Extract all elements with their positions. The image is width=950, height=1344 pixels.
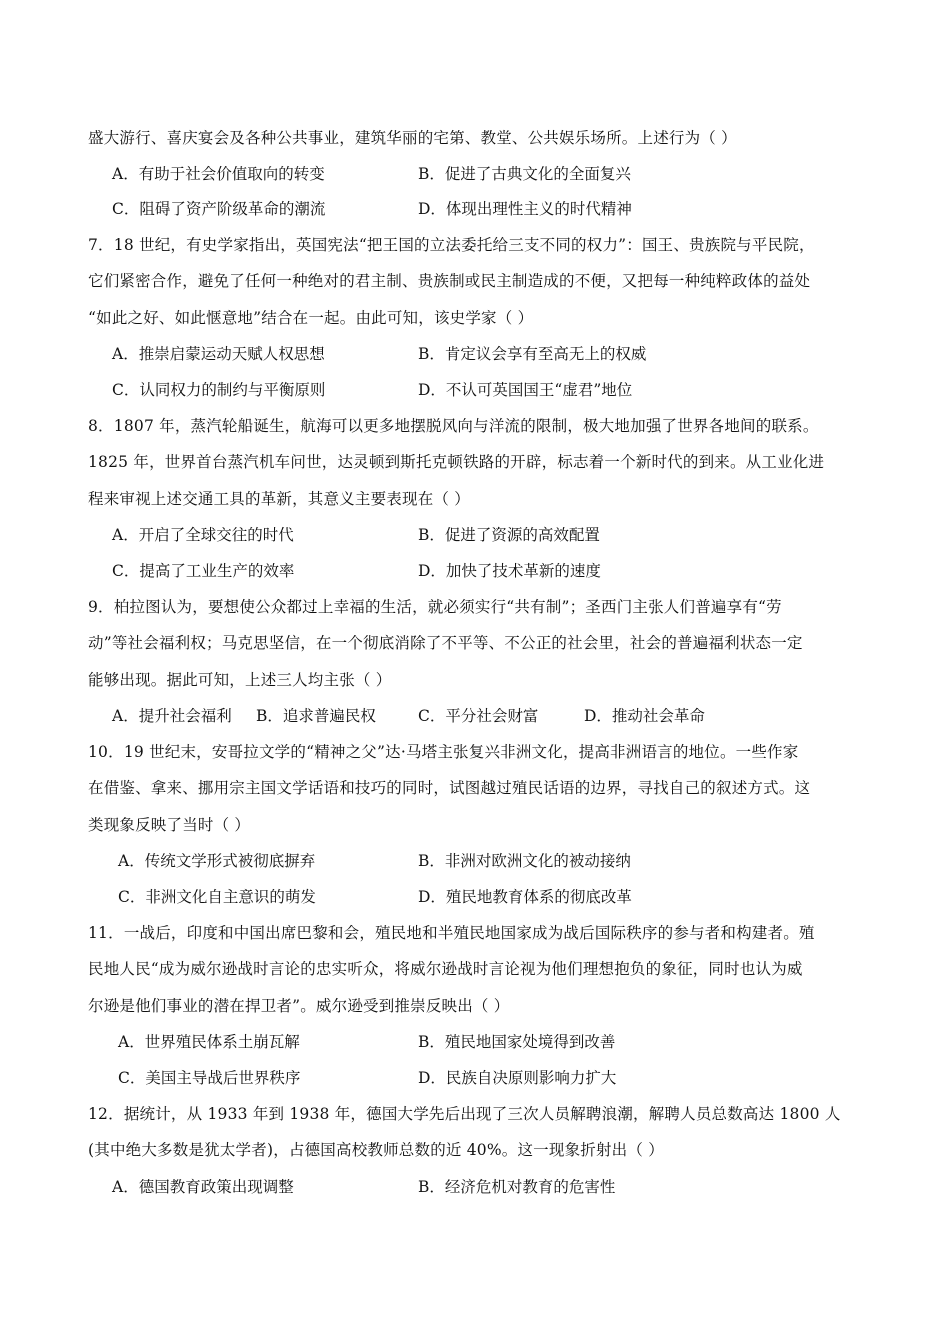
question-11-text: 尔逊是他们事业的潜在捍卫者”。威尔逊受到推崇反映出（ ） — [88, 997, 510, 1015]
option-b[interactable]: B．肯定议会享有至高无上的权威 — [418, 345, 647, 363]
question-7-text: 它们紧密合作，避免了任何一种绝对的君主制、贵族制或民主制造成的不便，又把每一种纯粹政体的益处 — [88, 272, 811, 290]
option-c[interactable]: C．非洲文化自主意识的萌发 — [118, 888, 316, 906]
question-10-text: 10．19 世纪末，安哥拉文学的“精神之父”达·马塔主张复兴非洲文化，提高非洲语言的地位。一些作家 — [88, 743, 799, 761]
option-d[interactable]: D．推动社会革命 — [584, 707, 705, 725]
question-7-text: 7．18 世纪，有史学家指出，英国宪法“把王国的立法委托给三支不同的权力”：国王、贵族院与平民院， — [88, 236, 815, 254]
option-c[interactable]: C．平分社会财富 — [418, 707, 539, 725]
question-8-text: 8．1807 年，蒸汽轮船诞生，航海可以更多地摆脱风向与洋流的限制，极大地加强了世界各地间的联系。 — [88, 417, 819, 435]
question-9-text: 动”等社会福利权；马克思坚信，在一个彻底消除了不平等、不公正的社会里，社会的普遍福利状态一定 — [88, 634, 803, 652]
option-d[interactable]: D．不认可英国国王“虚君”地位 — [418, 381, 633, 399]
option-d[interactable]: D．加快了技术革新的速度 — [418, 562, 601, 580]
question-10-text: 在借鉴、拿来、挪用宗主国文学话语和技巧的同时，试图越过殖民话语的边界，寻找自己的叙述方式。这 — [88, 779, 811, 797]
option-a[interactable]: A．德国教育政策出现调整 — [112, 1178, 294, 1196]
question-12-text: 12．据统计，从 1933 年到 1938 年，德国大学先后出现了三次人员解聘浪潮，解聘人员总数高达 1800 人 — [88, 1105, 841, 1123]
question-text: 盛大游行、喜庆宴会及各种公共事业，建筑华丽的宅第、教堂、公共娱乐场所。上述行为（ ） — [88, 129, 737, 147]
option-a[interactable]: A．推崇启蒙运动天赋人权思想 — [112, 345, 325, 363]
option-c[interactable]: C．提高了工业生产的效率 — [112, 562, 295, 580]
question-9-text: 9．柏拉图认为，要想使公众都过上幸福的生活，就必须实行“共有制”；圣西门主张人们普遍享有“劳 — [88, 598, 782, 616]
option-b[interactable]: B．促进了资源的高效配置 — [418, 526, 600, 544]
option-b[interactable]: B．促进了古典文化的全面复兴 — [418, 165, 631, 183]
option-a[interactable]: A．有助于社会价值取向的转变 — [112, 165, 325, 183]
option-b[interactable]: B．经济危机对教育的危害性 — [418, 1178, 616, 1196]
question-10-text: 类现象反映了当时（ ） — [88, 816, 251, 834]
question-8-text: 1825 年，世界首台蒸汽机车问世，达灵顿到斯托克顿铁路的开辟，标志着一个新时代的到来。从工业化进 — [88, 453, 825, 471]
question-12-text: (其中绝大多数是犹太学者)，占德国高校教师总数的近 40%。这一现象折射出（ ） — [88, 1141, 664, 1159]
option-b[interactable]: B．非洲对欧洲文化的被动接纳 — [418, 852, 631, 870]
option-a[interactable]: A．世界殖民体系土崩瓦解 — [118, 1033, 300, 1051]
option-c[interactable]: C．美国主导战后世界秩序 — [118, 1069, 301, 1087]
option-b[interactable]: B．追求普遍民权 — [256, 707, 376, 725]
option-c[interactable]: C．阻碍了资产阶级革命的潮流 — [112, 200, 326, 218]
question-9-text: 能够出现。据此可知，上述三人均主张（ ） — [88, 671, 392, 689]
option-a[interactable]: A．提升社会福利 — [112, 707, 232, 725]
option-d[interactable]: D．体现出理性主义的时代精神 — [418, 200, 632, 218]
question-11-text: 民地人民“成为威尔逊战时言论的忠实听众，将威尔逊战时言论视为他们理想抱负的象征，同时也认为威 — [88, 960, 803, 978]
question-11-text: 11．一战后，印度和中国出席巴黎和会，殖民地和半殖民地国家成为战后国际秩序的参与者和构建者。殖 — [88, 924, 815, 942]
option-b[interactable]: B．殖民地国家处境得到改善 — [418, 1033, 616, 1051]
option-a[interactable]: A．开启了全球交往的时代 — [112, 526, 294, 544]
option-c[interactable]: C．认同权力的制约与平衡原则 — [112, 381, 326, 399]
option-d[interactable]: D．殖民地教育体系的彻底改革 — [418, 888, 632, 906]
question-7-text: “如此之好、如此惬意地”结合在一起。由此可知，该史学家（ ） — [88, 309, 534, 327]
question-8-text: 程来审视上述交通工具的革新，其意义主要表现在（ ） — [88, 490, 470, 508]
option-a[interactable]: A．传统文学形式被彻底摒弃 — [118, 852, 316, 870]
option-d[interactable]: D．民族自决原则影响力扩大 — [418, 1069, 617, 1087]
